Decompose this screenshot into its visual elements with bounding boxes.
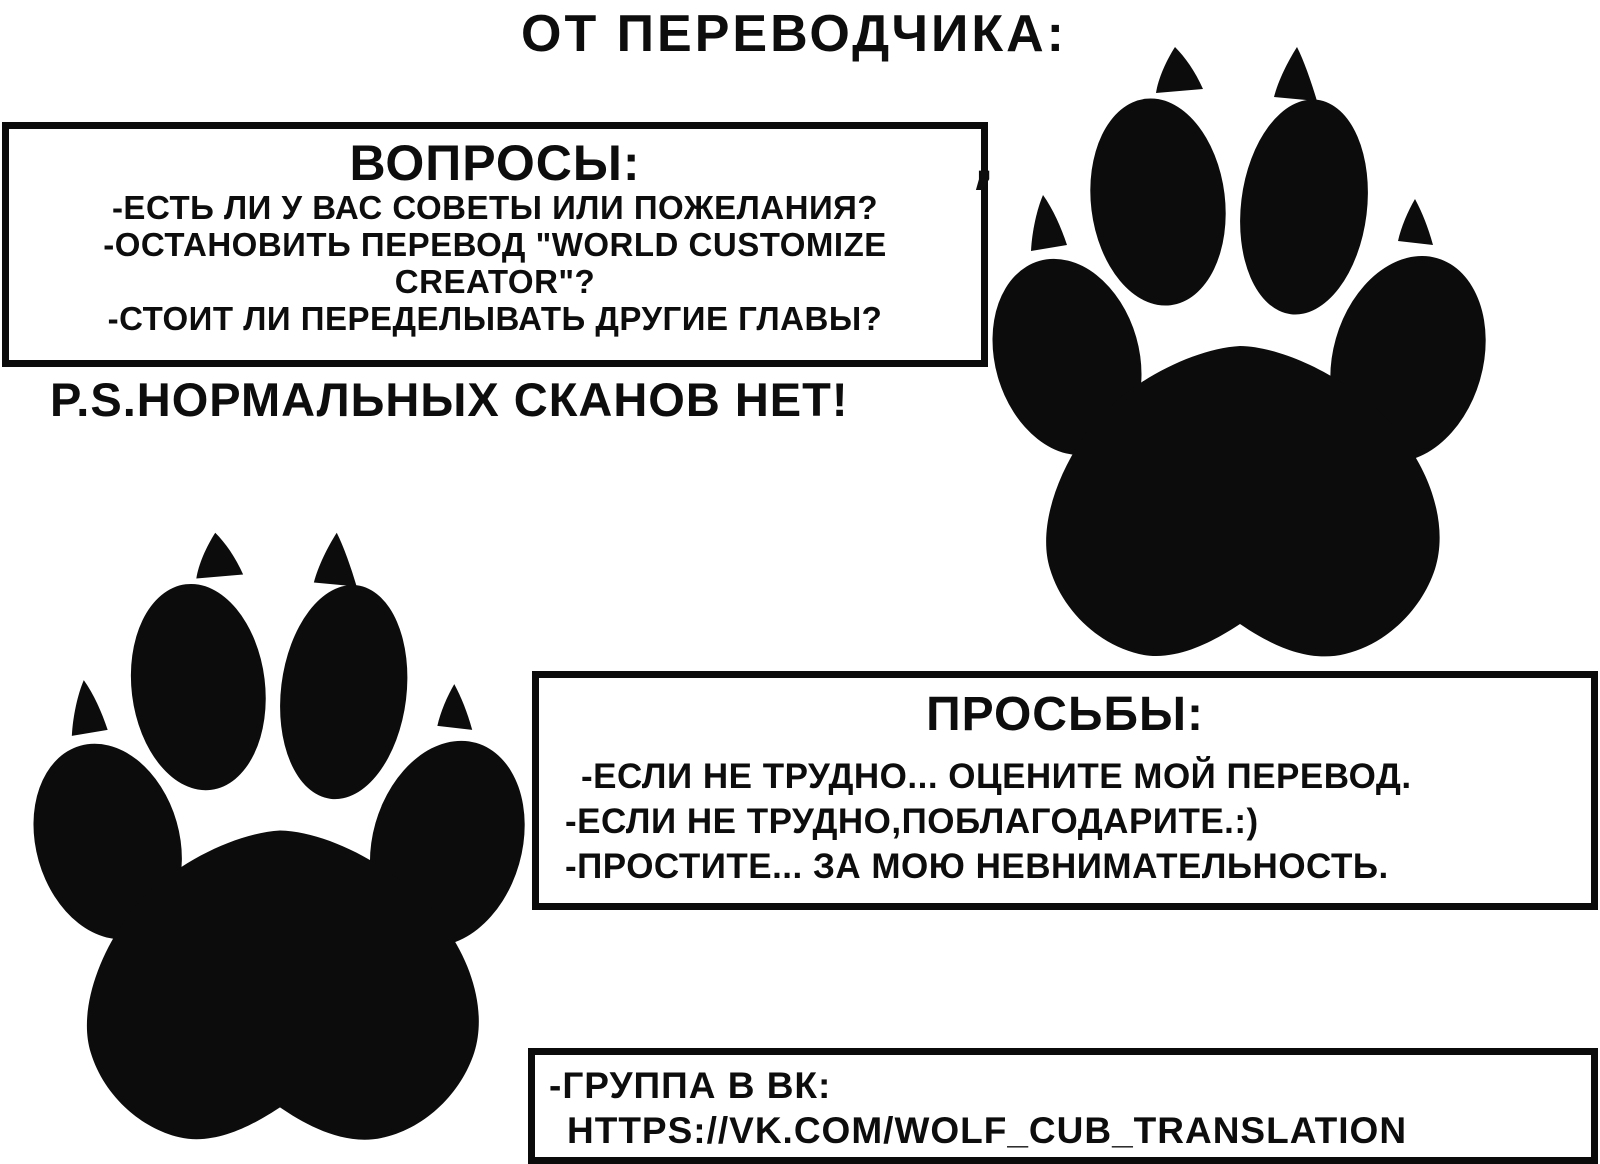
question-line-wrap: CREATOR"? (394, 263, 596, 300)
request-line: -ЕСЛИ НЕ ТРУДНО... ОЦЕНИТЕ МОЙ ПЕРЕВОД. (581, 757, 1412, 796)
question-line: -СТОИТ ЛИ ПЕРЕДЕЛЫВАТЬ ДРУГИЕ ГЛАВЫ? (107, 300, 883, 337)
question-line: -ЕСТЬ ЛИ У ВАС СОВЕТЫ ИЛИ ПОЖЕЛАНИЯ? (111, 189, 879, 226)
wolf-paw-print-icon (28, 524, 526, 1143)
request-line: -ПРОСТИТЕ... ЗА МОЮ НЕВНИМАТЕЛЬНОСТЬ. (565, 847, 1389, 886)
question-line: -ОСТАНОВИТЬ ПЕРЕВОД "WORLD CUSTOMIZE (103, 226, 887, 263)
requests-box (532, 671, 1598, 910)
requests-title: ПРОСЬБЫ: (926, 688, 1204, 741)
page-title: ОТ ПЕРЕВОДЧИКА: (521, 5, 1067, 63)
vk-group-label: -ГРУППА В ВК: (549, 1065, 832, 1106)
request-line: -ЕСЛИ НЕ ТРУДНО,ПОБЛАГОДАРИТЕ.:) (565, 802, 1259, 841)
vk-group-box (528, 1048, 1598, 1164)
questions-box (2, 122, 988, 367)
stray-quote-mark: ’ (972, 158, 996, 231)
wolf-paw-print-icon (987, 38, 1487, 660)
questions-title: ВОПРОСЫ: (349, 135, 641, 191)
ps-note: P.S.НОРМАЛЬНЫХ СКАНОВ НЕТ! (50, 373, 849, 426)
vk-group-url: HTTPS://VK.COM/WOLF_CUB_TRANSLATION (567, 1110, 1408, 1151)
